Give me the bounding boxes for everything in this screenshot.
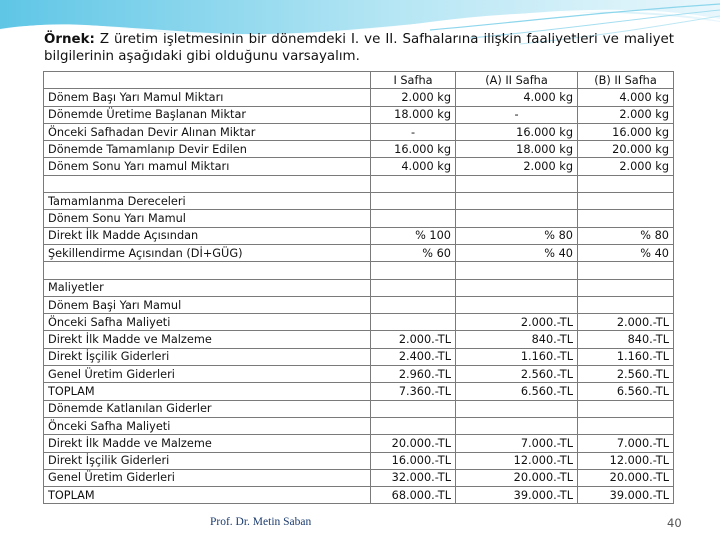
value-cell: 6.560.-TL — [578, 383, 674, 400]
value-cell — [578, 279, 674, 296]
table-row — [44, 296, 674, 313]
value-cell: 20.000 kg — [578, 141, 674, 158]
value-cell: % 40 — [578, 244, 674, 261]
value-cell — [371, 400, 456, 417]
table-row — [44, 175, 674, 192]
value-cell: 840.-TL — [456, 331, 578, 348]
table-row — [44, 123, 674, 140]
value-cell — [371, 296, 456, 313]
row-label: Direkt İşçilik Giderleri — [44, 452, 371, 469]
row-label: Tamamlanma Dereceleri — [44, 193, 371, 210]
value-cell — [456, 210, 578, 227]
header-cell: (B) II Safha — [578, 72, 674, 89]
row-label: Önceki Safha Maliyeti — [44, 314, 371, 331]
value-cell: 16.000 kg — [371, 141, 456, 158]
value-cell: 12.000.-TL — [578, 452, 674, 469]
value-cell: % 40 — [456, 244, 578, 261]
value-cell: 16.000.-TL — [371, 452, 456, 469]
value-cell: 6.560.-TL — [456, 383, 578, 400]
value-cell: 2.560.-TL — [456, 366, 578, 383]
row-label: Genel Üretim Giderleri — [44, 469, 371, 486]
table-row — [44, 227, 674, 244]
value-cell — [578, 417, 674, 434]
row-label: Dönem Başi Yarı Mamul — [44, 296, 371, 313]
value-cell — [456, 279, 578, 296]
value-cell: 2.000 kg — [456, 158, 578, 175]
intro-text: Z üretim işletmesinin bir dönemdeki I. ve II. Safhalarına ilişkin faaliyetleri ve maliyet bilgilerinin aşağıdaki gibi olduğunu varsayalım. — [44, 32, 674, 64]
row-label: Genel Üretim Giderleri — [44, 366, 371, 383]
table-body — [44, 89, 674, 504]
value-cell: 20.000.-TL — [456, 469, 578, 486]
row-label: Dönem Başı Yarı Mamul Miktarı — [44, 89, 371, 106]
value-cell: 12.000.-TL — [456, 452, 578, 469]
value-cell: 39.000.-TL — [456, 487, 578, 504]
value-cell: 2.560.-TL — [578, 366, 674, 383]
value-cell: 1.160.-TL — [578, 348, 674, 365]
table-row — [44, 366, 674, 383]
value-cell: 18.000 kg — [371, 106, 456, 123]
row-label: Dönem Sonu Yarı mamul Miktarı — [44, 158, 371, 175]
value-cell — [456, 262, 578, 279]
row-label: Direkt İlk Madde Açısından — [44, 227, 371, 244]
header-cell — [44, 72, 371, 89]
value-cell: 2.000 kg — [578, 158, 674, 175]
value-cell — [371, 279, 456, 296]
value-cell: 20.000.-TL — [371, 435, 456, 452]
table-row — [44, 331, 674, 348]
header-row — [44, 72, 674, 89]
row-label: TOPLAM — [44, 487, 371, 504]
value-cell: 2.000 kg — [578, 106, 674, 123]
table-row — [44, 400, 674, 417]
value-cell: 2.400.-TL — [371, 348, 456, 365]
footer-author: Prof. Dr. Metin Saban — [210, 516, 312, 528]
value-cell: 4.000 kg — [578, 89, 674, 106]
table-row — [44, 469, 674, 486]
value-cell: 16.000 kg — [456, 123, 578, 140]
value-cell: 2.000.-TL — [371, 331, 456, 348]
row-label — [44, 262, 371, 279]
table-row — [44, 487, 674, 504]
row-label: TOPLAM — [44, 383, 371, 400]
value-cell — [371, 175, 456, 192]
table-row — [44, 383, 674, 400]
value-cell — [371, 210, 456, 227]
row-label: Önceki Safhadan Devir Alınan Miktar — [44, 123, 371, 140]
value-cell — [578, 296, 674, 313]
value-cell: 2.960.-TL — [371, 366, 456, 383]
value-cell — [371, 417, 456, 434]
table-row — [44, 141, 674, 158]
row-label: Dönemde Üretime Başlanan Miktar — [44, 106, 371, 123]
table-row — [44, 193, 674, 210]
value-cell: 39.000.-TL — [578, 487, 674, 504]
row-label: Şekillendirme Açısından (Dİ+GÜG) — [44, 244, 371, 261]
row-label: Dönem Sonu Yarı Mamul — [44, 210, 371, 227]
value-cell: 4.000 kg — [371, 158, 456, 175]
value-cell — [456, 400, 578, 417]
table-row — [44, 106, 674, 123]
value-cell: - — [456, 106, 578, 123]
value-cell: % 80 — [456, 227, 578, 244]
row-label: Maliyetler — [44, 279, 371, 296]
table-row — [44, 89, 674, 106]
row-label: Direkt İlk Madde ve Malzeme — [44, 435, 371, 452]
intro-paragraph — [44, 31, 674, 65]
row-label: Direkt İlk Madde ve Malzeme — [44, 331, 371, 348]
row-label: Önceki Safha Maliyeti — [44, 417, 371, 434]
table-row — [44, 452, 674, 469]
value-cell: 840.-TL — [578, 331, 674, 348]
value-cell — [371, 193, 456, 210]
row-label: Dönemde Katlanılan Giderler — [44, 400, 371, 417]
value-cell — [578, 175, 674, 192]
value-cell: 2.000.-TL — [578, 314, 674, 331]
table-row — [44, 314, 674, 331]
header-cell: (A) II Safha — [456, 72, 578, 89]
value-cell: 2.000 kg — [371, 89, 456, 106]
value-cell: 1.160.-TL — [456, 348, 578, 365]
cost-table — [43, 71, 674, 504]
value-cell — [578, 400, 674, 417]
table-row — [44, 210, 674, 227]
table-row — [44, 279, 674, 296]
value-cell: 16.000 kg — [578, 123, 674, 140]
header-cell: I Safha — [371, 72, 456, 89]
table-row — [44, 417, 674, 434]
table-row — [44, 158, 674, 175]
value-cell — [456, 296, 578, 313]
value-cell — [578, 210, 674, 227]
value-cell: 2.000.-TL — [456, 314, 578, 331]
value-cell — [578, 193, 674, 210]
row-label: Dönemde Tamamlanıp Devir Edilen — [44, 141, 371, 158]
value-cell — [371, 262, 456, 279]
value-cell: 4.000 kg — [456, 89, 578, 106]
value-cell — [456, 175, 578, 192]
value-cell: 68.000.-TL — [371, 487, 456, 504]
row-label: Direkt İşçilik Giderleri — [44, 348, 371, 365]
row-label — [44, 175, 371, 192]
value-cell: 32.000.-TL — [371, 469, 456, 486]
value-cell: 7.000.-TL — [578, 435, 674, 452]
value-cell — [371, 314, 456, 331]
value-cell: % 80 — [578, 227, 674, 244]
page-number: 40 — [667, 516, 682, 530]
value-cell — [456, 417, 578, 434]
value-cell: 7.360.-TL — [371, 383, 456, 400]
value-cell: % 100 — [371, 227, 456, 244]
table-row — [44, 348, 674, 365]
value-cell: 20.000.-TL — [578, 469, 674, 486]
value-cell: - — [371, 123, 456, 140]
value-cell: 7.000.-TL — [456, 435, 578, 452]
value-cell — [578, 262, 674, 279]
value-cell — [456, 193, 578, 210]
table-row — [44, 244, 674, 261]
table-row — [44, 262, 674, 279]
value-cell: 18.000 kg — [456, 141, 578, 158]
intro-label: Örnek: — [44, 32, 95, 47]
table-row — [44, 435, 674, 452]
value-cell: % 60 — [371, 244, 456, 261]
